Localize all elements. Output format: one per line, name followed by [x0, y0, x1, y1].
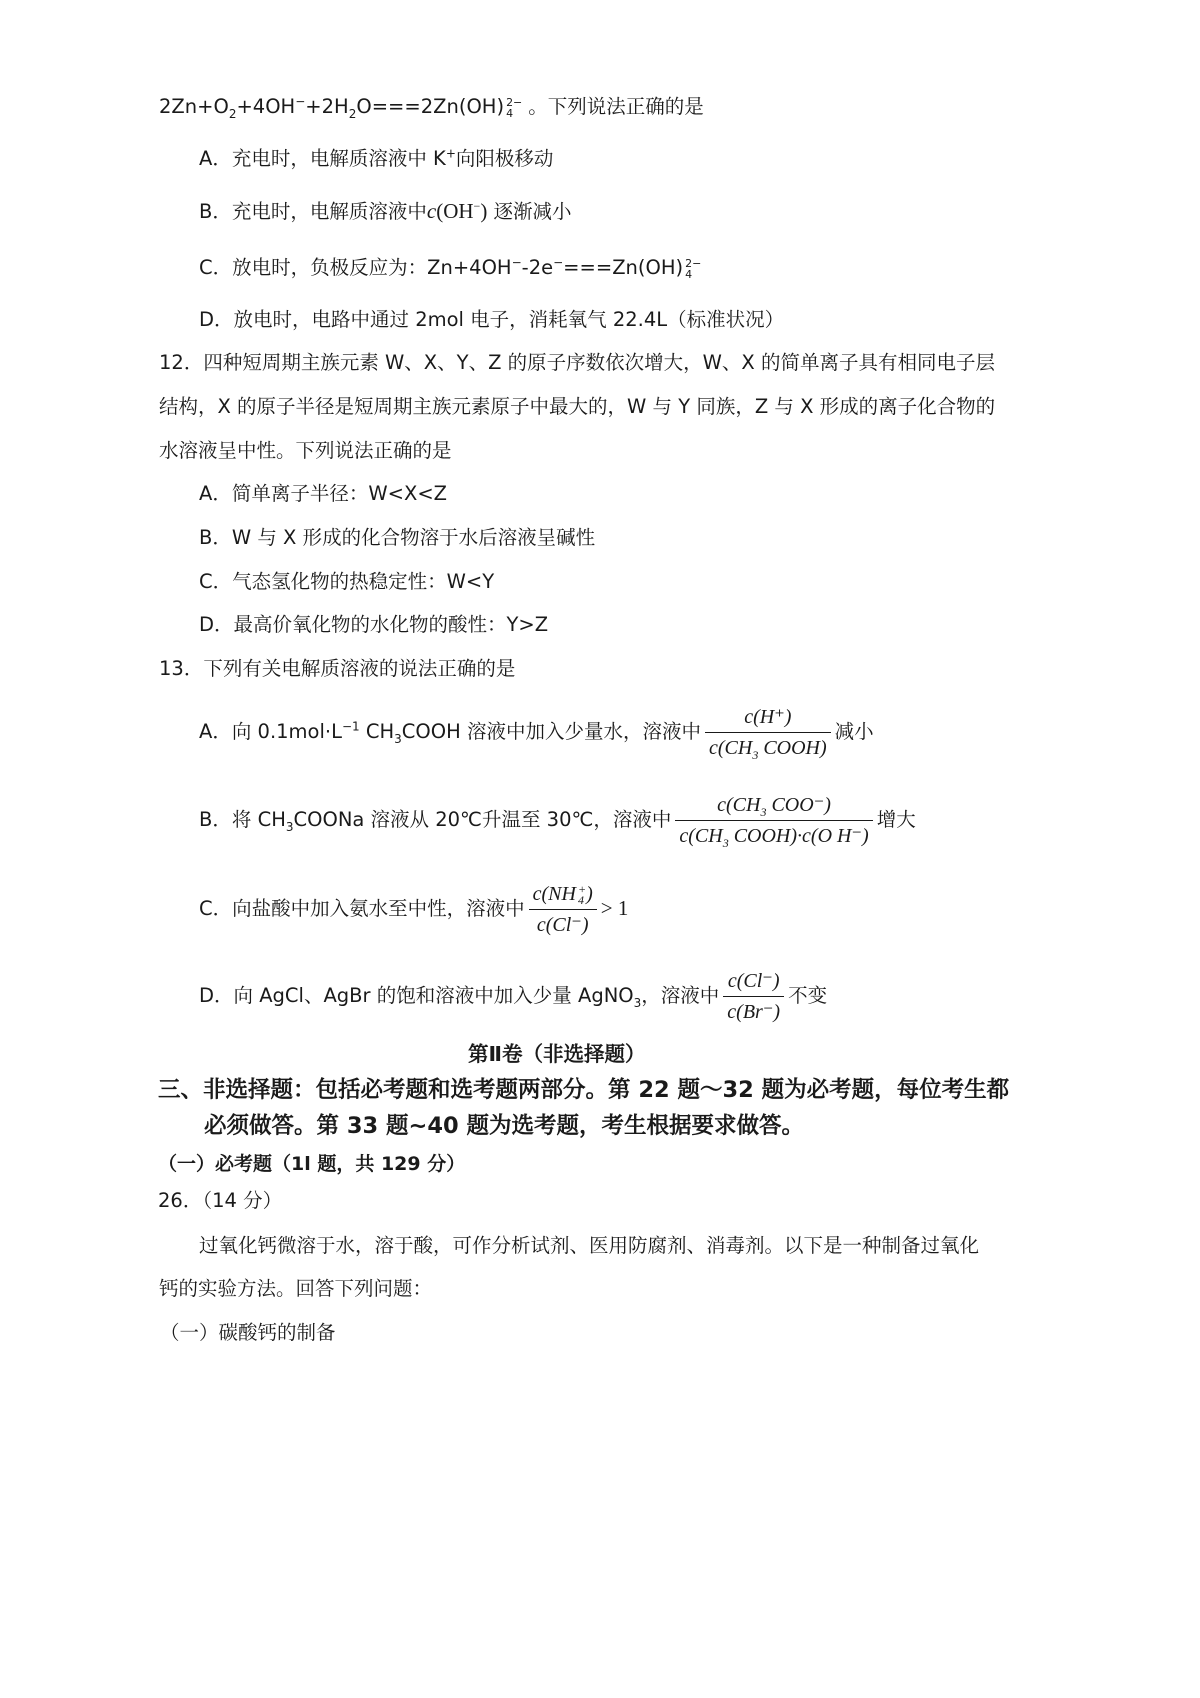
q26-number: 26．（14 分） — [158, 1189, 283, 1212]
q11-option-b: B．充电时，电解质溶液中c(OH−) 逐渐减小 — [199, 199, 572, 223]
fraction: $\frac{c(CH_3 COO^-)}{c(CH_3 COOH)\cdot c(O H^-)}$ — [675, 790, 872, 851]
q12-option-a: A．简单离子半径：W<X<Z — [199, 482, 448, 505]
q11-option-d: D．放电时，电路中通过 2mol 电子，消耗氧气 22.4L（标准状况） — [199, 308, 785, 331]
section-heading-line1: 三、非选择题：包括必考题和选考题两部分。第 22 题～32 题为必考题，每位考生都 — [158, 1077, 1010, 1103]
eq-part: O===2Zn(OH) — [356, 95, 505, 118]
fraction: c(NH + 4 ) c(Cl⁻) — [529, 879, 597, 940]
question-text: 。下列说法正确的是 — [528, 95, 704, 118]
ion-charge: 2− 4 — [506, 95, 523, 120]
fraction: $\frac{c(H^+)}{c(CH_3 COOH)}$ — [705, 702, 831, 763]
q12-option-c: C．气态氢化物的热稳定性：W<Y — [199, 570, 495, 593]
eq-part: +2H — [305, 95, 349, 118]
q26-part-heading: （一）碳酸钙的制备 — [160, 1321, 336, 1344]
q13-option-d: D．向 AgCl、AgBr 的饱和溶液中加入少量 AgNO$_3$，溶液中 $\frac{c(Cl^-)}{c(Br^-)}$ 不变 — [199, 966, 827, 1027]
q12-stem-line1: 12．四种短周期主族元素 W、X、Y、Z 的原子序数依次增大，W、X 的简单离子具有相同电子层 — [159, 351, 995, 374]
equation-line — [159, 93, 704, 121]
q12-stem-line3: 水溶液呈中性。下列说法正确的是 — [159, 439, 452, 462]
eq-part: 2Zn+O — [159, 95, 229, 118]
subscript: 2 — [348, 106, 357, 121]
q13-stem: 13．下列有关电解质溶液的说法正确的是 — [159, 657, 516, 680]
q13-option-a: A．向 $0.1mol\cdot L^{-1}$ $CH_3COOH$ 溶液中加入少量水，溶液中 $\frac{c(H^+)}{c(CH_3 COOH)}$ 减小 — [199, 702, 874, 763]
q12-option-d: D．最高价氧化物的水化物的酸性：Y>Z — [199, 613, 549, 636]
q13-option-c: C．向盐酸中加入氨水至中性，溶液中 c(NH + 4 ) c(Cl⁻) > 1 — [199, 879, 628, 940]
q13-option-b: B．将 $CH_3COONa$ 溶液从 20℃升温至 30℃，溶液中 $\frac{c(CH_3 COO^-)}{c(CH_3 COOH)\cdot c(O H^-)}$ 增大 — [199, 790, 916, 851]
section-subheading: （一）必考题（1l 题，共 129 分） — [158, 1153, 466, 1175]
q11-option-c: C．放电时，负极反应为：Zn+4OH−-2e−===Zn(OH) 2− 4 — [199, 255, 702, 281]
eq-part: +4OH — [236, 95, 296, 118]
q12-stem-line2: 结构，X 的原子半径是短周期主族元素原子中最大的，W 与 Y 同族，Z 与 X 形成的离子化合物的 — [159, 395, 996, 418]
section-title: 第Ⅱ卷（非选择题） — [468, 1042, 646, 1066]
q11-option-a: A．充电时，电解质溶液中 K+向阳极移动 — [199, 146, 554, 170]
section-heading-line2: 必须做答。第 33 题~40 题为选考题，考生根据要求做答。 — [204, 1113, 804, 1139]
q26-paragraph-line2: 钙的实验方法。回答下列问题： — [159, 1277, 433, 1300]
subscript: 2 — [228, 106, 237, 121]
ion-charge: 2− 4 — [685, 256, 702, 281]
q12-option-b: B．W 与 X 形成的化合物溶于水后溶液呈碱性 — [199, 526, 596, 549]
fraction: $\frac{c(Cl^-)}{c(Br^-)}$ — [723, 966, 784, 1027]
superscript: − — [295, 94, 306, 109]
q26-paragraph-line1: 过氧化钙微溶于水，溶于酸，可作分析试剂、医用防腐剂、消毒剂。以下是一种制备过氧化 — [199, 1234, 980, 1257]
